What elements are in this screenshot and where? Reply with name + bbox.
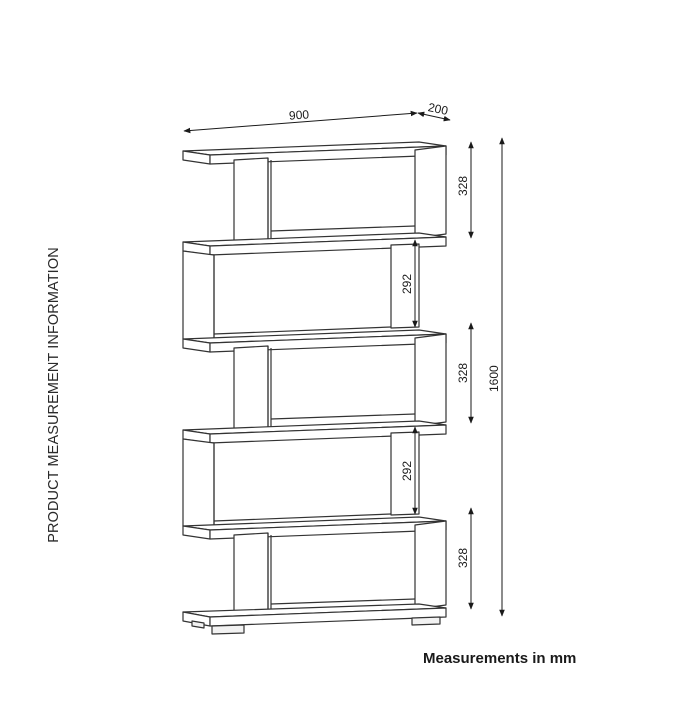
right-section-2-label: 328 [456, 362, 470, 383]
box-side [415, 146, 446, 238]
box-side [415, 521, 446, 609]
width-label: 900 [288, 107, 310, 123]
measurement-caption: Measurements in mm [423, 650, 577, 667]
side-heading: PRODUCT MEASUREMENT INFORMATION [46, 247, 62, 543]
box-side [415, 334, 446, 426]
left-section-2-label: 292 [400, 460, 414, 481]
panel [234, 533, 268, 618]
panel [234, 158, 268, 244]
bookshelf [183, 142, 446, 634]
total-height-label: 1600 [487, 365, 501, 392]
right-section-1-label: 328 [456, 175, 470, 196]
box-left [183, 439, 214, 530]
left-section-1-label: 292 [400, 273, 414, 294]
box-left [183, 251, 214, 343]
foot [412, 617, 440, 625]
panel [234, 346, 268, 432]
right-section-3-label: 328 [456, 547, 470, 568]
foot [212, 625, 244, 634]
depth-label: 200 [426, 100, 450, 118]
